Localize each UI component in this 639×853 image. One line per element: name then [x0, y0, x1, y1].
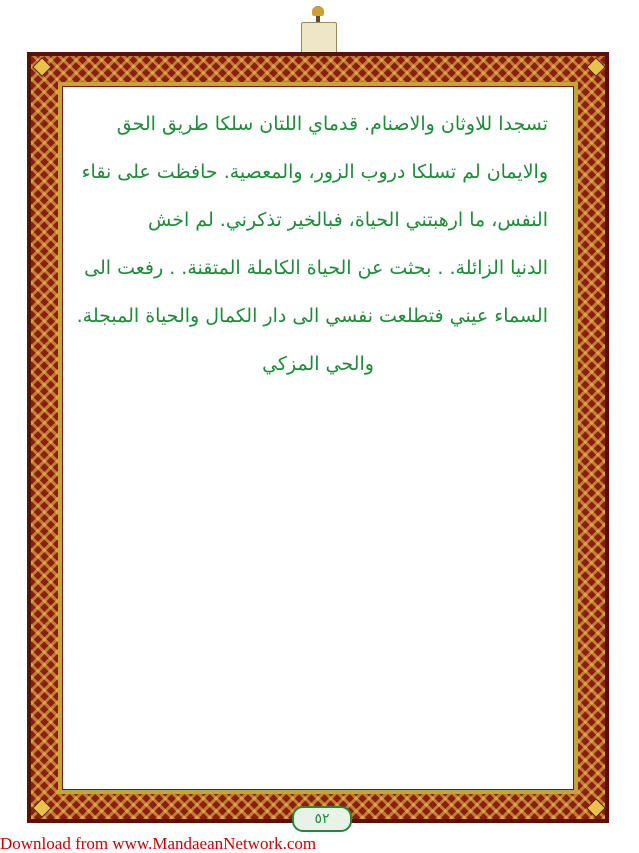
text-line-5: السماء عيني فتطلعت نفسي الى دار الكمال والحياة المبجلة. — [76, 305, 548, 327]
arabic-text-block — [76, 100, 548, 388]
text-line-2: والايمان لم تسلكا دروب الزور، والمعصية. حافظت على نقاء — [81, 161, 548, 183]
text-line-4: الدنيا الزائلة. . بحثت عن الحياة الكاملة المتقنة. . رفعت الى — [84, 257, 548, 279]
download-link[interactable]: Download from www.MandaeanNetwork.com — [0, 834, 317, 853]
text-line-1: تسجدا للاوثان والاصنام. قدماي اللتان سلكا طريق الحق — [116, 113, 548, 135]
page-number-badge: ٥٢ — [292, 806, 352, 832]
text-line-6: والحي المزكي — [262, 353, 374, 375]
text-line-3: النفس، ما ارهبتني الحياة، فبالخير تذكرني. لم اخش — [148, 209, 548, 231]
